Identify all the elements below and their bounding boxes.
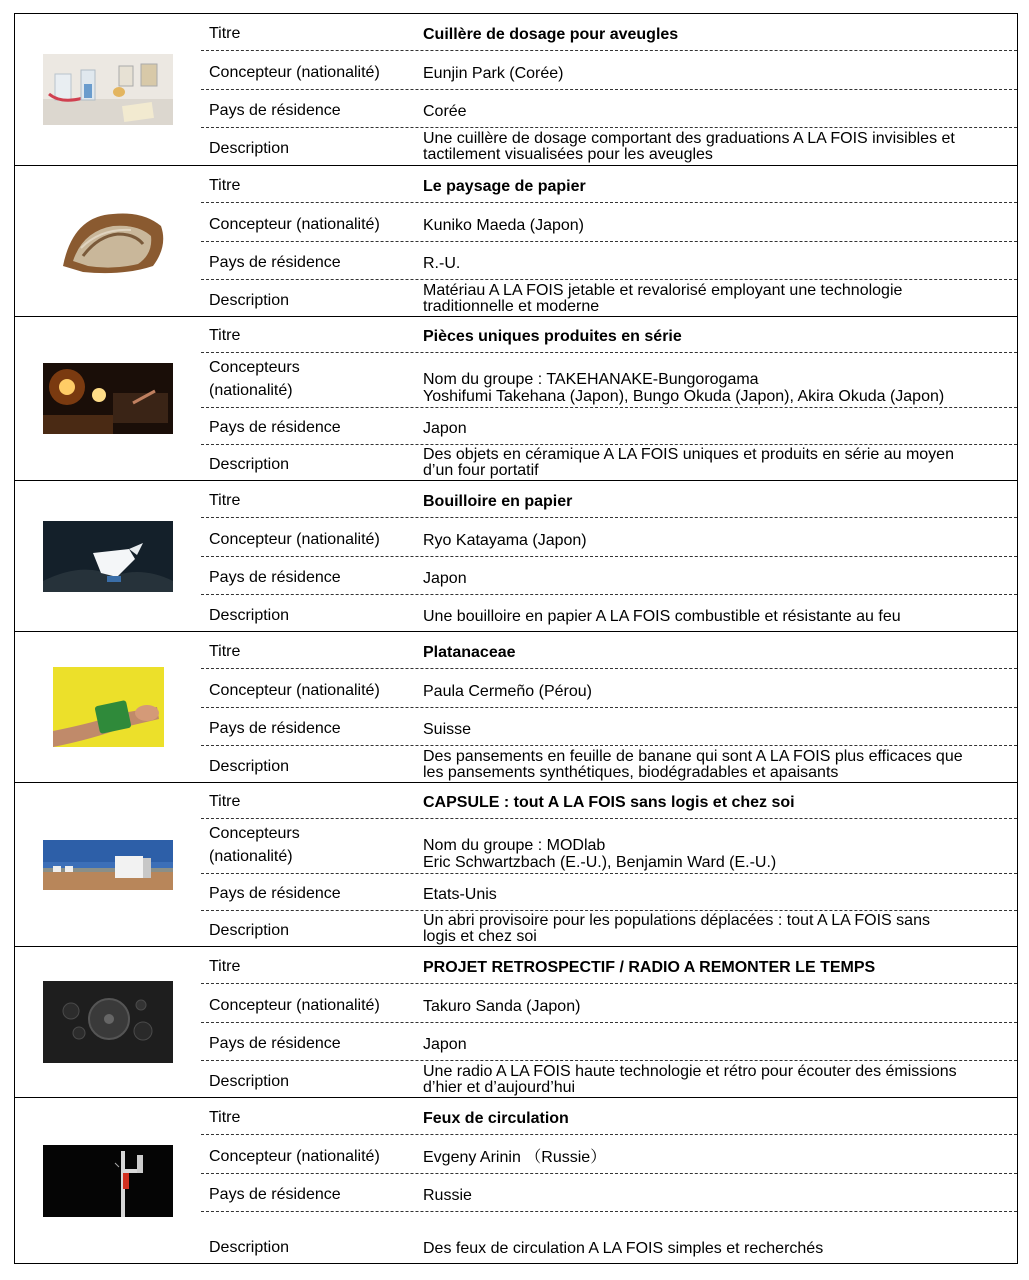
title-label: Titre [209, 643, 241, 660]
thumbnail-cell [15, 947, 201, 1097]
title-label: Titre [209, 25, 241, 42]
title-row [201, 481, 1017, 518]
title-label: Titre [209, 177, 241, 194]
design-entry [15, 480, 1017, 631]
residence-label: Pays de résidence [209, 419, 341, 436]
designer-value: Eunjin Park (Corée) [423, 65, 564, 82]
retro-radio-parts-photo [43, 981, 173, 1063]
description-row [201, 1212, 1017, 1264]
design-title: Cuillère de dosage pour aveugles [423, 26, 679, 43]
residence-row [201, 242, 1017, 280]
design-entry [15, 14, 1017, 165]
residence-row [201, 408, 1017, 445]
residence-row [201, 1023, 1017, 1061]
design-entry [15, 631, 1017, 782]
design-entry [15, 1097, 1017, 1263]
designer-label: Concepteur (nationalité) [209, 531, 380, 548]
design-title: Le paysage de papier [423, 178, 586, 195]
description-value: Une radio A LA FOIS haute technologie et rétro pour écouter des émissions d’hier et d’aujourd’hui [423, 1063, 957, 1096]
description-row [201, 445, 1017, 481]
residence-value: Japon [423, 1036, 467, 1053]
designer-row [201, 1135, 1017, 1174]
design-title: CAPSULE : tout A LA FOIS sans logis et chez soi [423, 794, 795, 811]
designer-row [201, 819, 1017, 874]
residence-label: Pays de résidence [209, 720, 341, 737]
residence-label: Pays de résidence [209, 254, 341, 271]
residence-value: Etats-Unis [423, 886, 497, 903]
description-row [201, 595, 1017, 632]
description-label: Description [209, 758, 290, 775]
designer-label: Concepteur (nationalité) [209, 1148, 380, 1165]
measuring-spoon-photo [43, 54, 173, 125]
design-title: Platanaceae [423, 644, 516, 661]
designer-label: Concepteur (nationalité) [209, 682, 380, 699]
description-label: Description [209, 140, 290, 157]
residence-label: Pays de résidence [209, 1186, 341, 1203]
design-title: Feux de circulation [423, 1110, 569, 1127]
capsule-shelter-photo [43, 840, 173, 890]
traffic-light-photo [43, 1145, 173, 1217]
thumbnail-cell [15, 632, 201, 782]
design-entry [15, 782, 1017, 946]
title-label: Titre [209, 492, 241, 509]
title-row [201, 947, 1017, 984]
residence-row [201, 708, 1017, 746]
title-row [201, 317, 1017, 353]
description-label: Description [209, 607, 290, 624]
description-row [201, 128, 1017, 165]
title-row [201, 632, 1017, 669]
design-title: PROJET RETROSPECTIF / RADIO A REMONTER LE TEMPS [423, 959, 876, 976]
banana-leaf-bandage-photo [53, 667, 164, 747]
design-title: Bouilloire en papier [423, 493, 573, 510]
description-label: Description [209, 922, 290, 939]
title-label: Titre [209, 958, 241, 975]
residence-label: Pays de résidence [209, 885, 341, 902]
residence-value: Corée [423, 103, 467, 120]
thumbnail-cell [15, 317, 201, 480]
residence-row [201, 1174, 1017, 1212]
description-value: Une bouilloire en papier A LA FOIS combustible et résistante au feu [423, 608, 901, 625]
title-label: Titre [209, 793, 241, 810]
designer-label: Concepteur (nationalité) [209, 216, 380, 233]
designer-row [201, 353, 1017, 408]
residence-value: Suisse [423, 721, 472, 738]
description-row [201, 911, 1017, 947]
residence-label: Pays de résidence [209, 102, 341, 119]
designers-label: Concepteurs (nationalité) [209, 359, 300, 399]
description-value: Des feux de circulation A LA FOIS simples et recherchés [423, 1240, 824, 1257]
thumbnail-cell [15, 166, 201, 316]
thumbnail-cell [15, 1098, 201, 1263]
thumbnail-cell [15, 783, 201, 946]
residence-value: Japon [423, 570, 467, 587]
ceramic-kiln-photo [43, 363, 173, 434]
designer-row [201, 518, 1017, 557]
description-label: Description [209, 456, 290, 473]
title-row [201, 166, 1017, 203]
description-label: Description [209, 292, 290, 309]
designer-value: Paula Cermeño (Pérou) [423, 683, 592, 700]
designer-row [201, 203, 1017, 242]
residence-row [201, 557, 1017, 595]
description-label: Description [209, 1073, 290, 1090]
title-row [201, 783, 1017, 819]
residence-row [201, 90, 1017, 128]
design-entry [15, 316, 1017, 480]
designer-value: Kuniko Maeda (Japon) [423, 217, 584, 234]
description-value: Matériau A LA FOIS jetable et revalorisé employant une technologie traditionnelle et moderne [423, 282, 903, 315]
residence-value: R.-U. [423, 255, 461, 272]
designer-value: Evgeny Arinin （Russie） [423, 1149, 607, 1166]
paper-kettle-photo [43, 521, 173, 592]
description-row [201, 746, 1017, 783]
description-value: Des pansements en feuille de banane qui sont A LA FOIS plus efficaces que les pansements synthétiques, biodégradables et apaisants [423, 748, 963, 781]
residence-row [201, 874, 1017, 911]
paper-landscape-photo [43, 206, 173, 277]
description-row [201, 280, 1017, 317]
designer-value: Nom du groupe : MODlab Eric Schwartzbach (E.-U.), Benjamin Ward (E.-U.) [423, 837, 777, 871]
designs-table [14, 13, 1018, 1264]
title-row [201, 14, 1017, 51]
design-title: Pièces uniques produites en série [423, 328, 682, 345]
thumbnail-cell [15, 14, 201, 165]
residence-label: Pays de résidence [209, 1035, 341, 1052]
designer-row [201, 984, 1017, 1023]
title-row [201, 1098, 1017, 1135]
designer-value: Ryo Katayama (Japon) [423, 532, 587, 549]
designer-label: Concepteur (nationalité) [209, 997, 380, 1014]
description-label: Description [209, 1239, 290, 1256]
description-value: Une cuillère de dosage comportant des graduations A LA FOIS invisibles et tactilement visualisées pour les aveugles [423, 130, 955, 163]
designer-row [201, 51, 1017, 90]
residence-value: Russie [423, 1187, 472, 1204]
designer-row [201, 669, 1017, 708]
description-value: Un abri provisoire pour les populations déplacées : tout A LA FOIS sans logis et chez soi [423, 912, 930, 945]
thumbnail-cell [15, 481, 201, 631]
title-label: Titre [209, 1109, 241, 1126]
description-value: Des objets en céramique A LA FOIS uniques et produits en série au moyen d’un four portatif [423, 446, 954, 479]
title-label: Titre [209, 327, 241, 344]
designer-label: Concepteur (nationalité) [209, 64, 380, 81]
design-entry [15, 946, 1017, 1097]
residence-value: Japon [423, 420, 467, 437]
description-row [201, 1061, 1017, 1098]
design-entry [15, 165, 1017, 316]
residence-label: Pays de résidence [209, 569, 341, 586]
designer-value: Takuro Sanda (Japon) [423, 998, 581, 1015]
designer-value: Nom du groupe : TAKEHANAKE-Bungorogama Yoshifumi Takehana (Japon), Bungo Okuda (Japon), Akira Okuda (Japon) [423, 371, 945, 405]
designers-label: Concepteurs (nationalité) [209, 825, 300, 865]
